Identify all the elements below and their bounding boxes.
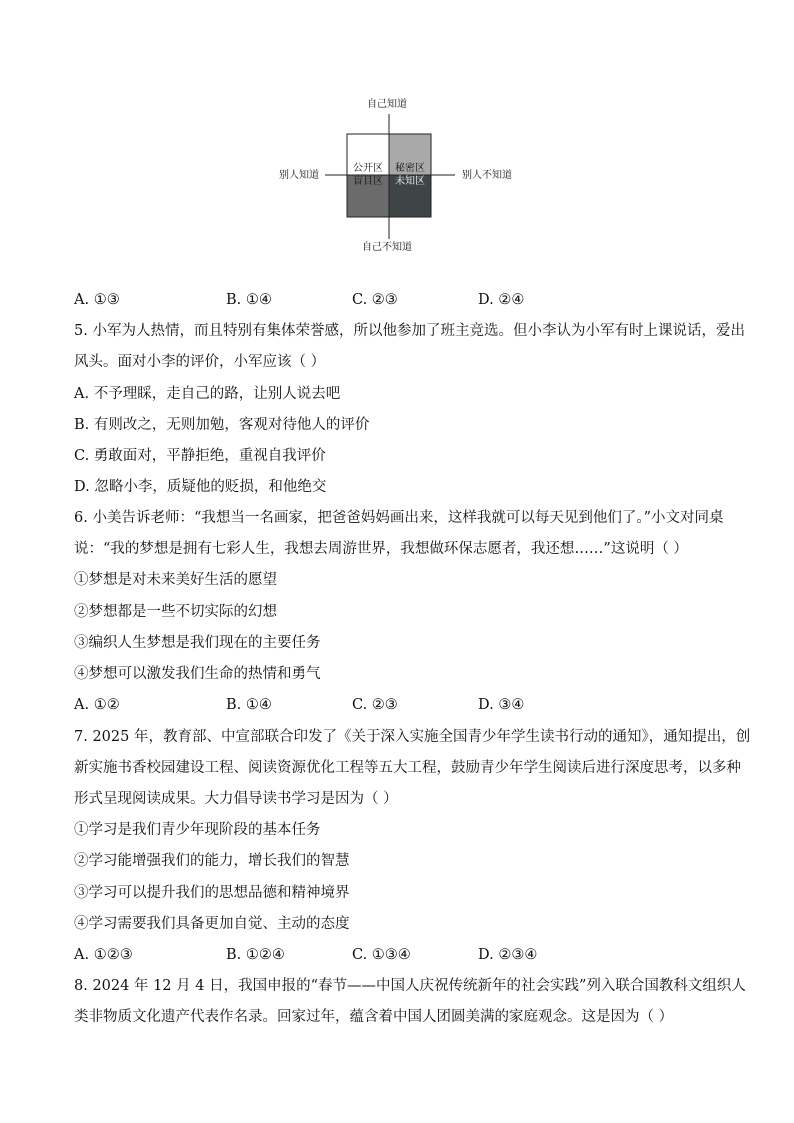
option-b: B. ①④ bbox=[226, 292, 272, 308]
axis-label-left: 别人知道 bbox=[279, 170, 319, 181]
q5-option-b: B. 有则改之，无则加勉，客观对待他人的评价 bbox=[74, 417, 370, 433]
q6-statement-2: ②梦想都是一些不切实际的幻想 bbox=[74, 604, 277, 620]
option-d: D. ②③④ bbox=[478, 947, 538, 963]
q6-stem-line-1: 6. 小美告诉老师：“我想当一名画家，把爸爸妈妈画出来，这样我就可以每天见到他们了。”小文对同桌 bbox=[74, 510, 724, 526]
blind-area-label: 盲目区 bbox=[353, 176, 383, 187]
axis-label-bottom: 自己不知道 bbox=[362, 242, 412, 253]
johari-window-figure bbox=[0, 0, 794, 260]
option-a: A. ①② bbox=[74, 697, 120, 713]
q7-stem-line-1: 7. 2025 年，教育部、中宣部联合印发了《关于深入实施全国青少年学生读书行动的通知》，通知提出，创 bbox=[74, 729, 751, 745]
open-area-label: 公开区 bbox=[353, 163, 383, 174]
q5-option-c: C. 勇敢面对，平静拒绝，重视自我评价 bbox=[74, 448, 326, 464]
q5-option-a: A. 不予理睬，走自己的路，让别人说去吧 bbox=[74, 386, 341, 402]
q7-statement-3: ③学习可以提升我们的思想品德和精神境界 bbox=[74, 885, 350, 901]
option-c: C. ②③ bbox=[352, 292, 398, 308]
option-d: D. ③④ bbox=[478, 697, 525, 713]
q8-stem-line-2: 类非物质文化遗产代表作名录。回家过年，蕴含着中国人团圆美满的家庭观念。这是因为（ ） bbox=[74, 1009, 674, 1025]
option-a: A. ①③ bbox=[74, 292, 120, 308]
option-b: B. ①②④ bbox=[226, 947, 285, 963]
q5-stem-line-1: 5. 小军为人热情，而且特别有集体荣誉感，所以他参加了班主竞选。但小李认为小军有时上课说话，爱出 bbox=[74, 323, 745, 339]
q7-stem-line-2: 新实施书香校园建设工程、阅读资源优化工程等五大工程，鼓励青少年学生阅读后进行深度思考，以多种 bbox=[74, 760, 741, 776]
option-b: B. ①④ bbox=[226, 697, 272, 713]
unknown-area-label: 未知区 bbox=[395, 176, 425, 187]
secret-area-label: 秘密区 bbox=[395, 163, 425, 174]
option-a: A. ①②③ bbox=[74, 947, 133, 963]
axis-label-right: 别人不知道 bbox=[462, 170, 512, 181]
q6-stem-line-2: 说：“我的梦想是拥有七彩人生，我想去周游世界，我想做环保志愿者，我还想……”这说明（ ） bbox=[74, 541, 688, 557]
option-c: C. ②③ bbox=[352, 697, 398, 713]
q7-statement-1: ①学习是我们青少年现阶段的基本任务 bbox=[74, 822, 321, 838]
q7-statement-4: ④学习需要我们具备更加自觉、主动的态度 bbox=[74, 916, 350, 932]
q6-statement-1: ①梦想是对未来美好生活的愿望 bbox=[74, 572, 277, 588]
q8-stem-line-1: 8. 2024 年 12 月 4 日，我国申报的“春节——中国人庆祝传统新年的社会实践”列入联合国教科文组织人 bbox=[74, 978, 746, 994]
q7-stem-line-3: 形式呈现阅读成果。大力倡导读书学习是因为（ ） bbox=[74, 791, 398, 807]
q7-statement-2: ②学习能增强我们的能力，增长我们的智慧 bbox=[74, 853, 350, 869]
axis-label-top: 自己知道 bbox=[367, 99, 407, 110]
q6-statement-4: ④梦想可以激发我们生命的热情和勇气 bbox=[74, 666, 321, 682]
option-c: C. ①③④ bbox=[352, 947, 411, 963]
q5-stem-line-2: 风头。面对小李的评价，小军应该（ ） bbox=[74, 354, 326, 370]
q6-statement-3: ③编织人生梦想是我们现在的主要任务 bbox=[74, 635, 321, 651]
option-d: D. ②④ bbox=[478, 292, 525, 308]
q5-option-d: D. 忽略小李，质疑他的贬损，和他绝交 bbox=[74, 479, 327, 495]
